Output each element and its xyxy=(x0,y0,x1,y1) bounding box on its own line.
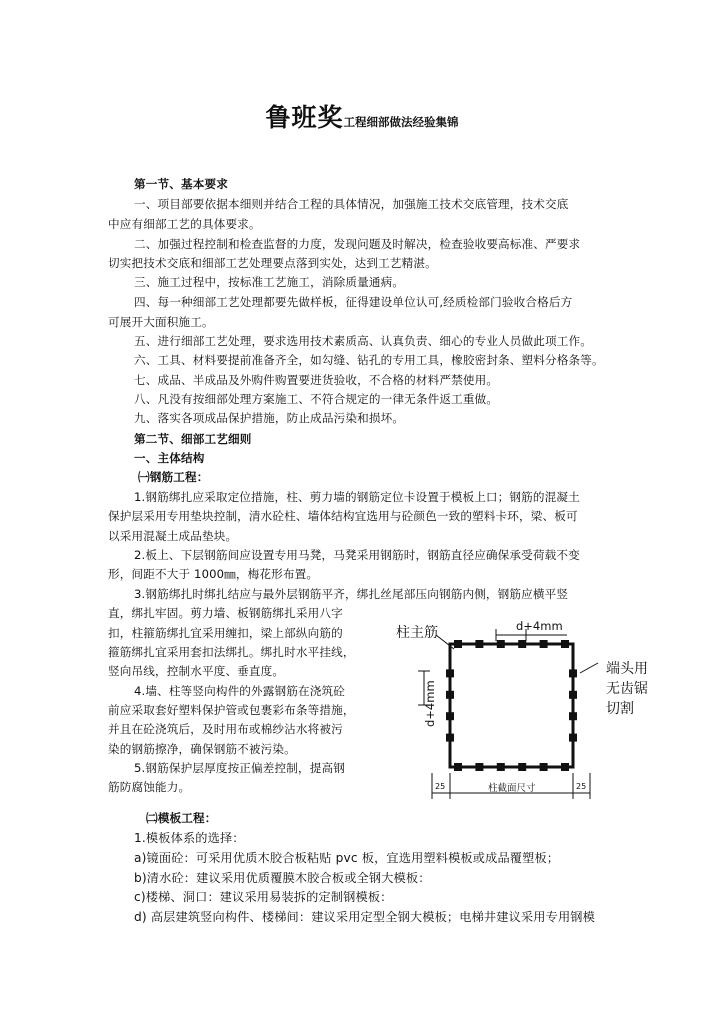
s1-line: 二、加强过程控制和检查监督的力度，发现问题及时解决，检查验收要高标准、严要求 xyxy=(134,237,581,251)
s2-line: 竖向吊线，控制水平度、垂直度。 xyxy=(108,664,285,678)
label-main-bar: 柱主筋 xyxy=(396,625,438,641)
label-cut-3: 切割 xyxy=(606,701,634,717)
section2-sub2: ㈠钢筋工程： xyxy=(138,470,209,484)
page-title xyxy=(0,98,724,134)
s2-line: 并且在砼浇筑后，及时用布或棉纱沾水将被污 xyxy=(108,722,343,736)
s1-line: 八、凡没有按细部处理方案施工、不符合规定的一律无条件返工重做。 xyxy=(134,392,499,406)
rebar-dot xyxy=(475,640,483,648)
label-side-dim: d+4mm xyxy=(423,680,437,727)
label-cut-1: 端头用 xyxy=(606,661,648,677)
s2-line: 1.钢筋绑扎应采取定位措施，柱、剪力墙的钢筋定位卡设置于模板上口；钢筋的混凝土 xyxy=(134,490,580,504)
label-top-dim: d+4mm xyxy=(516,619,563,633)
section3-heading: ㈡模板工程： xyxy=(146,811,217,825)
s2-line: 箍筋绑扎宜采用套扣法绑扎。绑扎时水平挂线， xyxy=(108,645,355,659)
title-main: 鲁班奖 xyxy=(265,103,344,132)
s2-line: 2.板上、下层钢筋间应设置专用马凳，马凳采用钢筋时，钢筋直径应确保承受荷载不变 xyxy=(134,548,580,562)
rebar-dot xyxy=(561,763,569,771)
rebar-dot xyxy=(569,669,577,677)
stirrup-outline xyxy=(450,644,573,767)
section2-heading: 第二节、细部工艺细则 xyxy=(134,432,252,446)
title-sub: 工程细部做法经验集锦 xyxy=(343,115,459,129)
rebar-dot xyxy=(454,640,462,648)
rebar-dot xyxy=(518,640,526,648)
rebar-dot xyxy=(454,763,462,771)
label-right-25: 25 xyxy=(576,782,587,791)
s1-line: 五、进行细部工艺处理，要求选用技术素质高、认真负责、细心的专业人员做此项工作。 xyxy=(134,334,593,348)
s2-line: 3.钢筋绑扎时绑扎结应与最外层钢筋平齐，绑扎丝尾部压向钢筋内侧，钢筋应横平竖 xyxy=(134,587,569,601)
label-section: 柱截面尺寸 xyxy=(488,783,536,794)
rebar-dot xyxy=(475,763,483,771)
s1-line: 可展开大面积施工。 xyxy=(108,315,214,329)
s2-line: 5.钢筋保护层厚度按正偏差控制，提高钢 xyxy=(134,761,346,775)
label-cut-2: 无齿锯 xyxy=(606,681,648,697)
s2-line: 保护层采用专用垫块控制，清水砼柱、墙体结构宜选用与砼颜色一致的塑料卡环，梁、板可 xyxy=(108,509,578,523)
s2-line: 筋防腐蚀能力。 xyxy=(108,780,191,794)
rebar-dot xyxy=(561,640,569,648)
s1-line: 七、成品、半成品及外购件购置要进货验收，不合格的材料严禁使用。 xyxy=(134,373,499,387)
cut-leader xyxy=(580,663,598,673)
section2-sub1: 一、主体结构 xyxy=(134,451,205,465)
s3-line: c)楼梯、洞口：建议采用易装拆的定制钢模板： xyxy=(134,890,393,904)
rebar-dot xyxy=(569,712,577,720)
label-left-25: 25 xyxy=(435,782,446,791)
s2-line: 直，绑扎牢固。剪力墙、板钢筋绑扎采用八字 xyxy=(108,606,343,620)
s1-line: 中应有细部工艺的具体要求。 xyxy=(108,217,261,231)
s2-line: 4.墙、柱等竖向构件的外露钢筋在浇筑砼 xyxy=(134,684,346,698)
s1-line: 四、每一种细部工艺处理都要先做样板，征得建设单位认可,经质检部门验收合格后方 xyxy=(134,295,573,309)
rebar-dot xyxy=(446,691,454,699)
rebar-dot xyxy=(540,640,548,648)
section1-heading: 第一节、基本要求 xyxy=(134,177,228,191)
rebar-dot xyxy=(518,763,526,771)
rebar-dot xyxy=(569,734,577,742)
s2-line: 前应采取套好塑料保护管或包裹彩布条等措施， xyxy=(108,703,355,717)
rebar-section-diagram xyxy=(384,611,652,806)
s2-line: 形，间距不大于 1000㎜，梅花形布置。 xyxy=(108,567,319,581)
rebar-dot xyxy=(446,669,454,677)
s2-line: 染的钢筋擦净，确保钢筋不被污染。 xyxy=(108,742,296,756)
s3-line: d) 高层建筑竖向构件、楼梯间：建议采用定型全钢大模板；电梯井建议采用专用钢模 xyxy=(134,910,595,924)
rebar-dot xyxy=(497,763,505,771)
rebar-dot xyxy=(569,691,577,699)
s3-line: a)镜面砼：可采用优质木胶合板粘贴 pvc 板，宜选用塑料模板或成品覆塑板； xyxy=(134,851,560,865)
s1-line: 切实把技术交底和细部工艺处理要点落到实处，达到工艺精湛。 xyxy=(108,256,437,270)
s2-line: 扣，柱箍筋绑扎宜采用缠扣，梁上部纵向筋的 xyxy=(108,626,343,640)
rebar-dot xyxy=(446,734,454,742)
main-bar-leader xyxy=(436,635,454,649)
s3-line: 1.模板体系的选择： xyxy=(134,831,245,845)
rebar-dot xyxy=(497,640,505,648)
rebar-dot xyxy=(446,712,454,720)
s1-line: 三、施工过程中，按标准工艺施工，消除质量通病。 xyxy=(134,275,405,289)
s2-line: 以采用混凝土成品垫块。 xyxy=(108,529,238,543)
s1-line: 九、落实各项成品保护措施，防止成品污染和损坏。 xyxy=(134,411,405,425)
s1-line: 六、工具、材料要提前准备齐全，如勾缝、钻孔的专用工具，橡胶密封条、塑料分格条等。 xyxy=(134,353,604,367)
rebar-dots xyxy=(446,640,577,771)
s3-line: b)清水砼：建议采用优质覆膜木胶合板或全钢大模板： xyxy=(134,871,431,885)
s1-line: 一、项目部要依据本细则并结合工程的具体情况，加强施工技术交底管理，技术交底 xyxy=(134,197,569,211)
rebar-dot xyxy=(540,763,548,771)
